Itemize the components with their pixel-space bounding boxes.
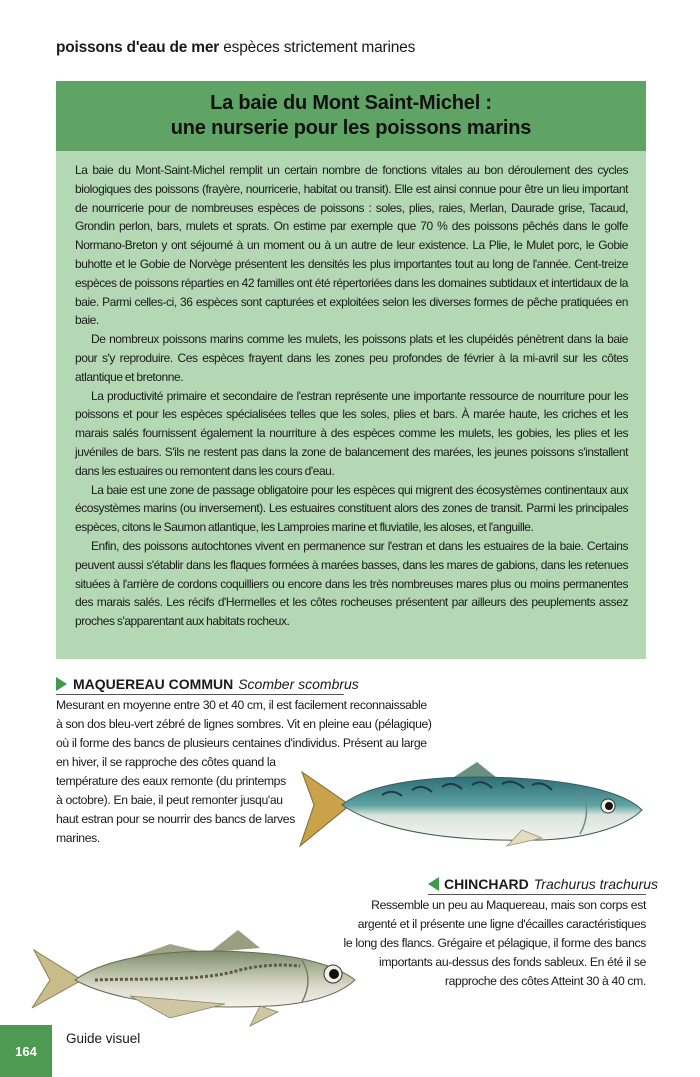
info-box-title-line-2: une nurserie pour les poissons marins	[170, 117, 532, 139]
scad-illustration	[20, 922, 365, 1042]
text-line: argenté et il présente une ligne d'écailles caractéristiques	[357, 917, 646, 931]
text-line: où il forme des bancs de plusieurs centaines d'individus. Présent au large	[56, 736, 427, 750]
text-line: le long des flancs. Grégaire et pélagique, il forme des bancs	[343, 936, 646, 950]
running-header	[56, 39, 415, 57]
paragraph: La productivité primaire et secondaire de l'estran représente une importante ressource de nourriture pour les poissons et pour les espèces spécialisées telles que les soles, plies et bars. À marée haute, les criches et les marais salés fournissent également la nourriture à des espèces comme les mulets, les gobies, les plies et les juvéniles de bars. S'ils ne restent pas dans la zone de balancement des marées, les jeunes poissons s'installent dans les estuaires ou remontent dans les cours d'eau.	[75, 388, 628, 478]
text-line: rapproche des côtes Atteint 30 à 40 cm.	[444, 974, 646, 988]
scad-heading	[428, 876, 658, 892]
paragraph: De nombreux poissons marins comme les mulets, les poissons plats et les clupéidés pénètrent dans la baie pour s'y reproduire. Ces espèces frayent dans les zones peu profondes de février à la mi-avril sur les côtes atlantique et bretonne.	[75, 332, 628, 384]
paragraph: Enfin, des poissons autochtones vivent en permanence sur l'estran et dans les estuaires de la baie. Certains peuvent aussi s'établir dans les flaques formées à marées basses, dans les mares de gabions, dans les retenues situées à l'arrière de cordons coquilliers ou encore dans les très nombreuses mares plus ou moins permanentes des marais salés. Les récifs d'Hermelles et les côtes rocheuses présentent par ailleurs des peuplements assez proches s'apparentant aux habitats rocheux.	[75, 538, 628, 629]
info-box-title-line-1: La baie du Mont Saint-Michel :	[210, 92, 492, 114]
mackerel-heading	[56, 676, 359, 692]
mackerel-latin-name: Scomber scombrus	[238, 676, 359, 692]
header-subsection: espèces strictement marines	[223, 39, 416, 56]
text-line: Ressemble un peu au Maquereau, mais son corps est	[371, 898, 646, 912]
paragraph: La baie du Mont-Saint-Michel remplit un certain nombre de fonctions vitales au bon déroulement des cycles biologiques des poissons (frayère, nourricerie, habitat ou transit). Elle est ainsi connue pour être un lieu important de nourricerie pour de nombreuses espèces de poissons : soles, plies, raies, Merlan, Daurade grise, Tacaud, Grondin perlon, bars, mulets et sprats. On estime par exemple que 70 % des poissons pêchés dans le golfe Normano-Breton y ont séjourné à un moment ou à un autre de leur existence. La Plie, le Mulet porc, le Gobie buhotte et le Gobie de Norvège présentent les densités les plus importantes tout au long de l'année. Cent-treize espèces de poissons réparties en 42 familles ont été répertoriées dans les domaines subtidaux et intertidaux de la baie. Parmi celles-ci, 36 espèces sont capturées et exploitées selon les diverses formes de pêche pratiquées en baie.	[75, 163, 628, 328]
text-line: à octobre). En baie, il peut remonter jusqu'au	[56, 793, 283, 807]
footer-label: Guide visuel	[66, 1031, 141, 1046]
text-line: marines.	[56, 831, 100, 845]
page-number-tab	[0, 1025, 52, 1077]
text-line: à son dos bleu-vert zébré de lignes sombres. Vit en pleine eau (pélagique)	[56, 717, 432, 731]
text-line: importants au-dessus des fonds sableux. En été il se	[378, 955, 646, 969]
text-line: haut estran pour se nourrir des bancs de larves	[56, 812, 295, 826]
mackerel-heading-rule	[56, 694, 344, 695]
mackerel-illustration	[292, 750, 652, 860]
scad-heading-rule	[428, 894, 646, 895]
text-line: Mesurant en moyenne entre 30 et 40 cm, il est facilement reconnaissable	[56, 698, 427, 712]
info-box-title	[56, 81, 646, 151]
text-line: température des eaux remonte (du printemps	[56, 774, 286, 788]
triangle-right-icon	[56, 677, 67, 691]
page-number: 164	[15, 1043, 37, 1059]
scad-name: CHINCHARD	[444, 876, 529, 892]
paragraph: La baie est une zone de passage obligatoire pour les espèces qui migrent des écosystèmes continentaux aux écosystèmes marins (ou inversement). Les estuaires constituent alors des zones de transit. Parmi les principales espèces, citons le Saumon atlantique, les Lamproies marine et fluviatile, les aloses, et l'anguille.	[75, 482, 628, 535]
scad-description	[344, 896, 646, 991]
scad-latin-name: Trachurus trachurus	[533, 876, 659, 892]
info-box	[56, 81, 646, 659]
header-section: poissons d'eau de mer	[56, 39, 220, 56]
text-line: en hiver, il se rapproche des côtes quand la	[56, 755, 276, 769]
mackerel-name: MAQUEREAU COMMUN	[73, 676, 234, 692]
triangle-left-icon	[428, 877, 439, 891]
info-box-body	[56, 151, 646, 631]
